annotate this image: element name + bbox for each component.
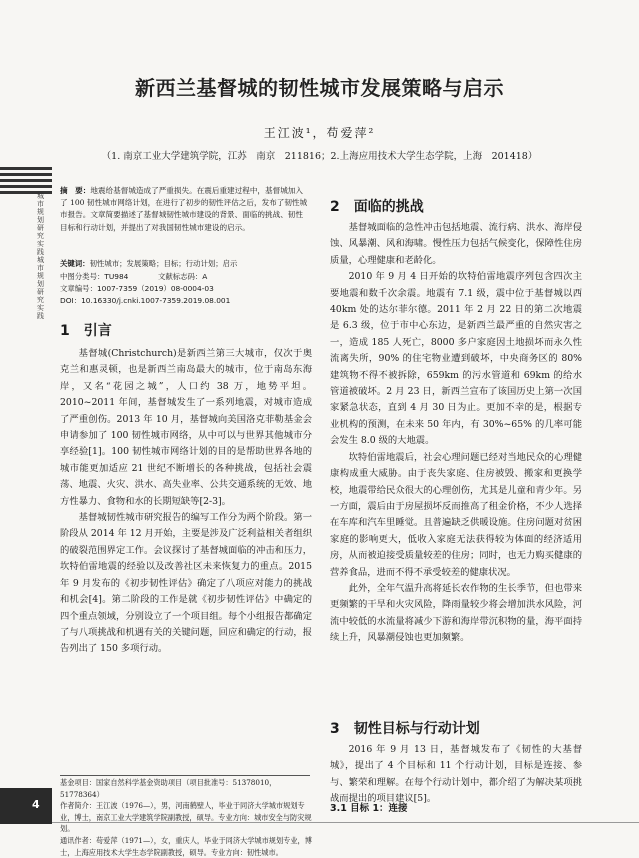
paragraph: 2010 年 9 月 4 日开始的坎特伯雷地震序列包含四次主要地震和数千次余震。地震有 7.1 级，震中位于基督城以西 40km 处的达尔菲尔德。2011 年 2 月 22 日的第二次地震是 6.3 级，位于市中心东边，是新西兰最严重的自然灾害之一，造成 185 人死亡，8000 多户家庭因土地损坏而永久性流离失所，90% 的住宅物业遭到破坏，中央商务区的 80% 建筑物不得不被拆除，659km 的污水管道和 69km 的给水管道被破坏。2 月 23 日，新西兰宣布了该国历史上第一次国家紧急状态，直到 4 月 30 日为止。更加不幸的是，根据专业机构的预测，在未来 50 年内，有 30%~65% 的几率可能会发生 8.0 级的大地震。 xyxy=(330,271,582,447)
section-number: 2 xyxy=(330,199,340,215)
keywords-label: 关键词： xyxy=(60,259,90,268)
section-title: 引言 xyxy=(83,323,112,339)
page-number-box xyxy=(0,788,52,824)
doi: DOI：10.16330/j.cnki.1007-7359.2019.08.001 xyxy=(60,296,231,305)
paragraph: 基督城韧性城市研究报告的编写工作分为两个阶段。第一阶段从 2014 年 12 月开始，主要是涉及广泛利益相关者组织的破裂范围界定工作。会议探讨了基督城面临的冲击和压力，坎特伯雷地震的经验以及改善社区未来恢复力的重点。2015 年 9 月发布的《初步韧性评估》确定了八项应对能力的挑战和机会[4]。第二阶段的工作是就《初步韧性评估》中确定的四个重点领域，分别设立了一个项目组。每个小组报告都确定了与八项挑战和机遇有关的关键问题，回应和确定的行动，报告列出了 150 多项行动。 xyxy=(60,512,312,655)
article-number: 文章编号：1007-7359（2019）08-0004-03 xyxy=(60,284,214,293)
abstract xyxy=(60,185,308,234)
footnote-divider xyxy=(60,775,310,776)
section-1-body xyxy=(60,346,312,658)
paper-title: 新西兰基督城的韧性城市发展策略与启示 xyxy=(135,76,504,100)
section-number: 3 xyxy=(330,721,340,737)
section-1-heading xyxy=(60,320,112,340)
bottom-rule xyxy=(52,822,639,823)
paragraph: 坎特伯雷地震后，社会心理问题已经对当地民众的心理健康构成重大威胁。由于丧失家庭、住房被毁、搬家和更换学校，地震带给民众很大的心理创伤，尤其是儿童和青少年。另一方面，震后由于房屋损坏反而推高了租金价格，不少人选择在车库和汽车里睡觉。且普遍缺乏供暖设施。住房问题对贫困家庭的影响更大，低收入家庭无法获得较为体面的经济适用房，从而被迫接受质量较差的住房；同时，也无力购买健康的营养食品，进而不得不承受较差的健康状况。 xyxy=(330,451,582,578)
section-3-heading xyxy=(330,718,480,738)
section-number: 1 xyxy=(60,323,70,339)
abstract-text: 地震给基督城造成了严重损失。在震后重建过程中，基督城加入了 100 韧性城市网络计划，在进行了初步的韧性评估之后，发布了韧性城市报告。文章简要描述了基督城韧性城市建设的背景、面临的挑战、韧性目标和行动计划，并提出了对我国韧性城市建设的启示。 xyxy=(60,186,308,232)
paragraph: 基督城面临的急性冲击包括地震、流行病、洪水、海岸侵蚀、风暴潮、风和海啸。慢性压力包括气候变化，保障性住房质量，心理健康和老龄化。 xyxy=(330,222,582,266)
authors: 王江波¹，苟爱萍² xyxy=(263,126,376,140)
subsection-heading: 3.1 目标 1：连接 xyxy=(330,803,408,814)
keywords xyxy=(60,258,308,269)
page-number: 4 xyxy=(32,798,40,811)
affiliation: （1. 南京工业大学建筑学院，江苏 南京 211816；2.上海应用技术大学生态学院，上海 201418） xyxy=(101,151,538,162)
footnotes xyxy=(60,777,312,858)
abstract-label: 摘 要： xyxy=(60,186,91,195)
paragraph: 基督城(Christchurch)是新西兰第三大城市，仅次于奥克兰和惠灵顿，也是新西兰南岛最大的城市，位于南岛东海岸，又名“花园之城”，人口约 38 万，地势平坦。2010~2011 年间，基督城发生了一系列地震，对城市造成了严重创伤。2013 年 10 月，基督城向美国洛克菲勒基金会申请参加了 100 韧性城市网络，从中可以与世界其他城市分享经验[1]。100 韧性城市网络计划的目的是帮助世界各地的城市能更加适应 21 世纪不断增长的各种挑战，包括社会震荡、地震、火灾、洪水、高失业率、公共交通系统的无效、地方性暴力、食物和水的长期短缺等[2-3]。 xyxy=(60,348,312,507)
paragraph: 此外，全年气温升高将延长农作物的生长季节，但也带来更频繁的干旱和火灾风险，降雨量较少将会增加洪水风险，河流中较低的水流量将减少下游和海岸带沉积物的量，海平面持续上升，风暴潮侵蚀也更加频繁。 xyxy=(330,582,582,644)
section-2-body xyxy=(330,220,582,647)
paragraph: 2016 年 9 月 13 日，基督城发布了《韧性的大基督城》，提出了 4 个目标和 11 个行动计划，目标是连接、参与、繁荣和理解。在每个行动计划中，都介绍了为解决某项挑战而提出的项目建议[5]。 xyxy=(330,744,582,805)
section-3-body xyxy=(330,742,582,808)
keywords-text: 韧性城市；发展策略；目标；行动计划；启示 xyxy=(89,259,238,268)
clc-number: 中图分类号：TU984 文献标志码：A xyxy=(60,272,208,281)
footnote: 作者简介：王江波（1976—），男，河南鹤壁人，毕业于同济大学城市规划专业，博士，南京工业大学建筑学院副教授，硕导。专业方向：城市安全与防灾规划。 xyxy=(60,801,312,834)
section-2-heading xyxy=(330,196,424,216)
sidebar-vertical-label: 城市规划研究实践城市规划研究实践 xyxy=(37,192,44,320)
footnote: 基金项目：国家自然科学基金资助项目（项目批准号：51378010，51778364） xyxy=(60,778,277,799)
section-title: 韧性目标与行动计划 xyxy=(353,721,480,737)
section-title: 面临的挑战 xyxy=(353,199,424,215)
footnote: 通讯作者：苟爱萍（1971—），女，重庆人，毕业于同济大学城市规划专业，博士，上海应用技术大学生态学院副教授，硕导。专业方向：韧性城市。 xyxy=(60,835,312,857)
